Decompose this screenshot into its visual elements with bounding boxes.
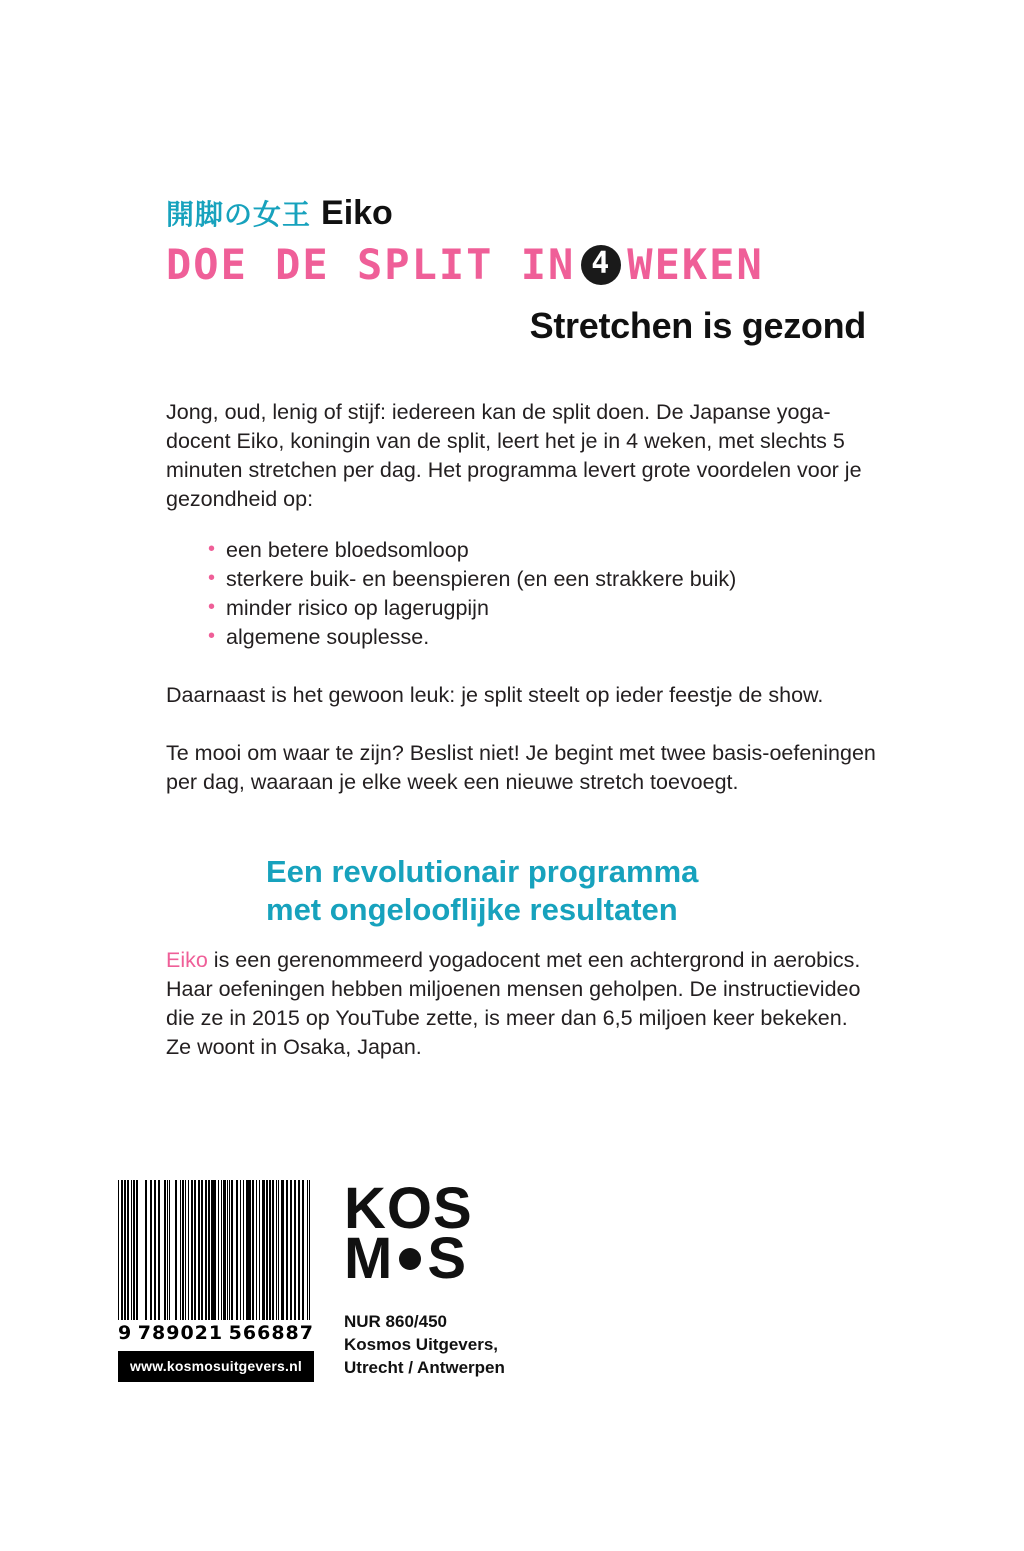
book-title-weeks-badge: 4 [581,245,621,285]
author-line [166,196,866,230]
spacer [166,652,882,681]
blurb-intro: Jong, oud, lenig of stijf: iedereen kan de split doen. De Japanse yoga-docent Eiko, koningin van de split, leert het je in 4 weken, met slechts 5 minuten stretchen per dag. Het programma levert grote voordelen voor je gezondheid op: [166,400,862,511]
kosmos-logo-line-2: M [344,1226,394,1291]
barcode-block [118,1180,318,1382]
book-subtitle: Stretchen is gezond [529,305,866,346]
list-item: • sterkere buik- en beenspieren (en een strakkere buik) [208,565,882,594]
publisher-name: Kosmos Uitgevers, [344,1335,498,1354]
author-name: Eiko [321,194,393,232]
publisher-url[interactable]: www.kosmosuitgevers.nl [118,1351,314,1382]
benefits-list [166,536,882,652]
pitch-line-2: met ongelooflijke resultaten [266,892,678,927]
spacer [166,710,882,739]
blurb [166,398,882,797]
author-bio-text: is een gerenommeerd yogadocent met een achtergrond in aerobics. Haar oefeningen hebben miljoenen mensen geholpen. De instructievideo die ze in 2015 op YouTube zette, is meer dan 6,5 miljoen keer bekeken. Ze woont in Osaka, Japan. [166,948,861,1059]
barcode-image [118,1180,310,1320]
author-bio-name: Eiko [166,948,208,972]
blurb-fun: Daarnaast is het gewoon leuk: je split steelt op ieder feestje de show. [166,683,824,707]
barcode-digit-lead: 9 [118,1322,133,1344]
barcode-digits-left: 789021 [137,1322,224,1344]
book-title-part-1: DOE DE SPLIT IN [166,240,576,289]
kosmos-logo-line-2-end: S [427,1226,468,1291]
book-title-part-2: WEKEN [627,240,764,289]
dot-icon [399,1248,421,1270]
publisher-block [344,1176,505,1379]
author-japanese-title: 開脚の女王 [166,198,312,231]
kosmos-logo-row-2 [344,1226,505,1291]
pitch-headline [266,853,906,929]
kosmos-logo [344,1176,505,1291]
author-bio [166,946,866,1062]
book-title [166,240,866,289]
imprint [344,1310,505,1379]
nur-code: NUR 860/450 [344,1312,448,1331]
list-item: • algemene souplesse. [208,623,882,652]
list-item: • een betere bloedsomloop [208,536,882,565]
publisher-cities: Utrecht / Antwerpen [344,1358,505,1377]
pitch-line-1: Een revolutionair programma [266,854,699,889]
barcode-digits-right: 566887 [228,1322,314,1344]
list-item: • minder risico op lagerugpijn [208,594,882,623]
barcode-digits [118,1322,314,1344]
blurb-closing: Te mooi om waar te zijn? Beslist niet! Je begint met twee basis-oefeningen per dag, waaraan je elke week een nieuwe stretch toevoegt. [166,741,876,794]
kosmos-logo-line-1: KOS [344,1176,473,1241]
cover-header [166,196,866,347]
